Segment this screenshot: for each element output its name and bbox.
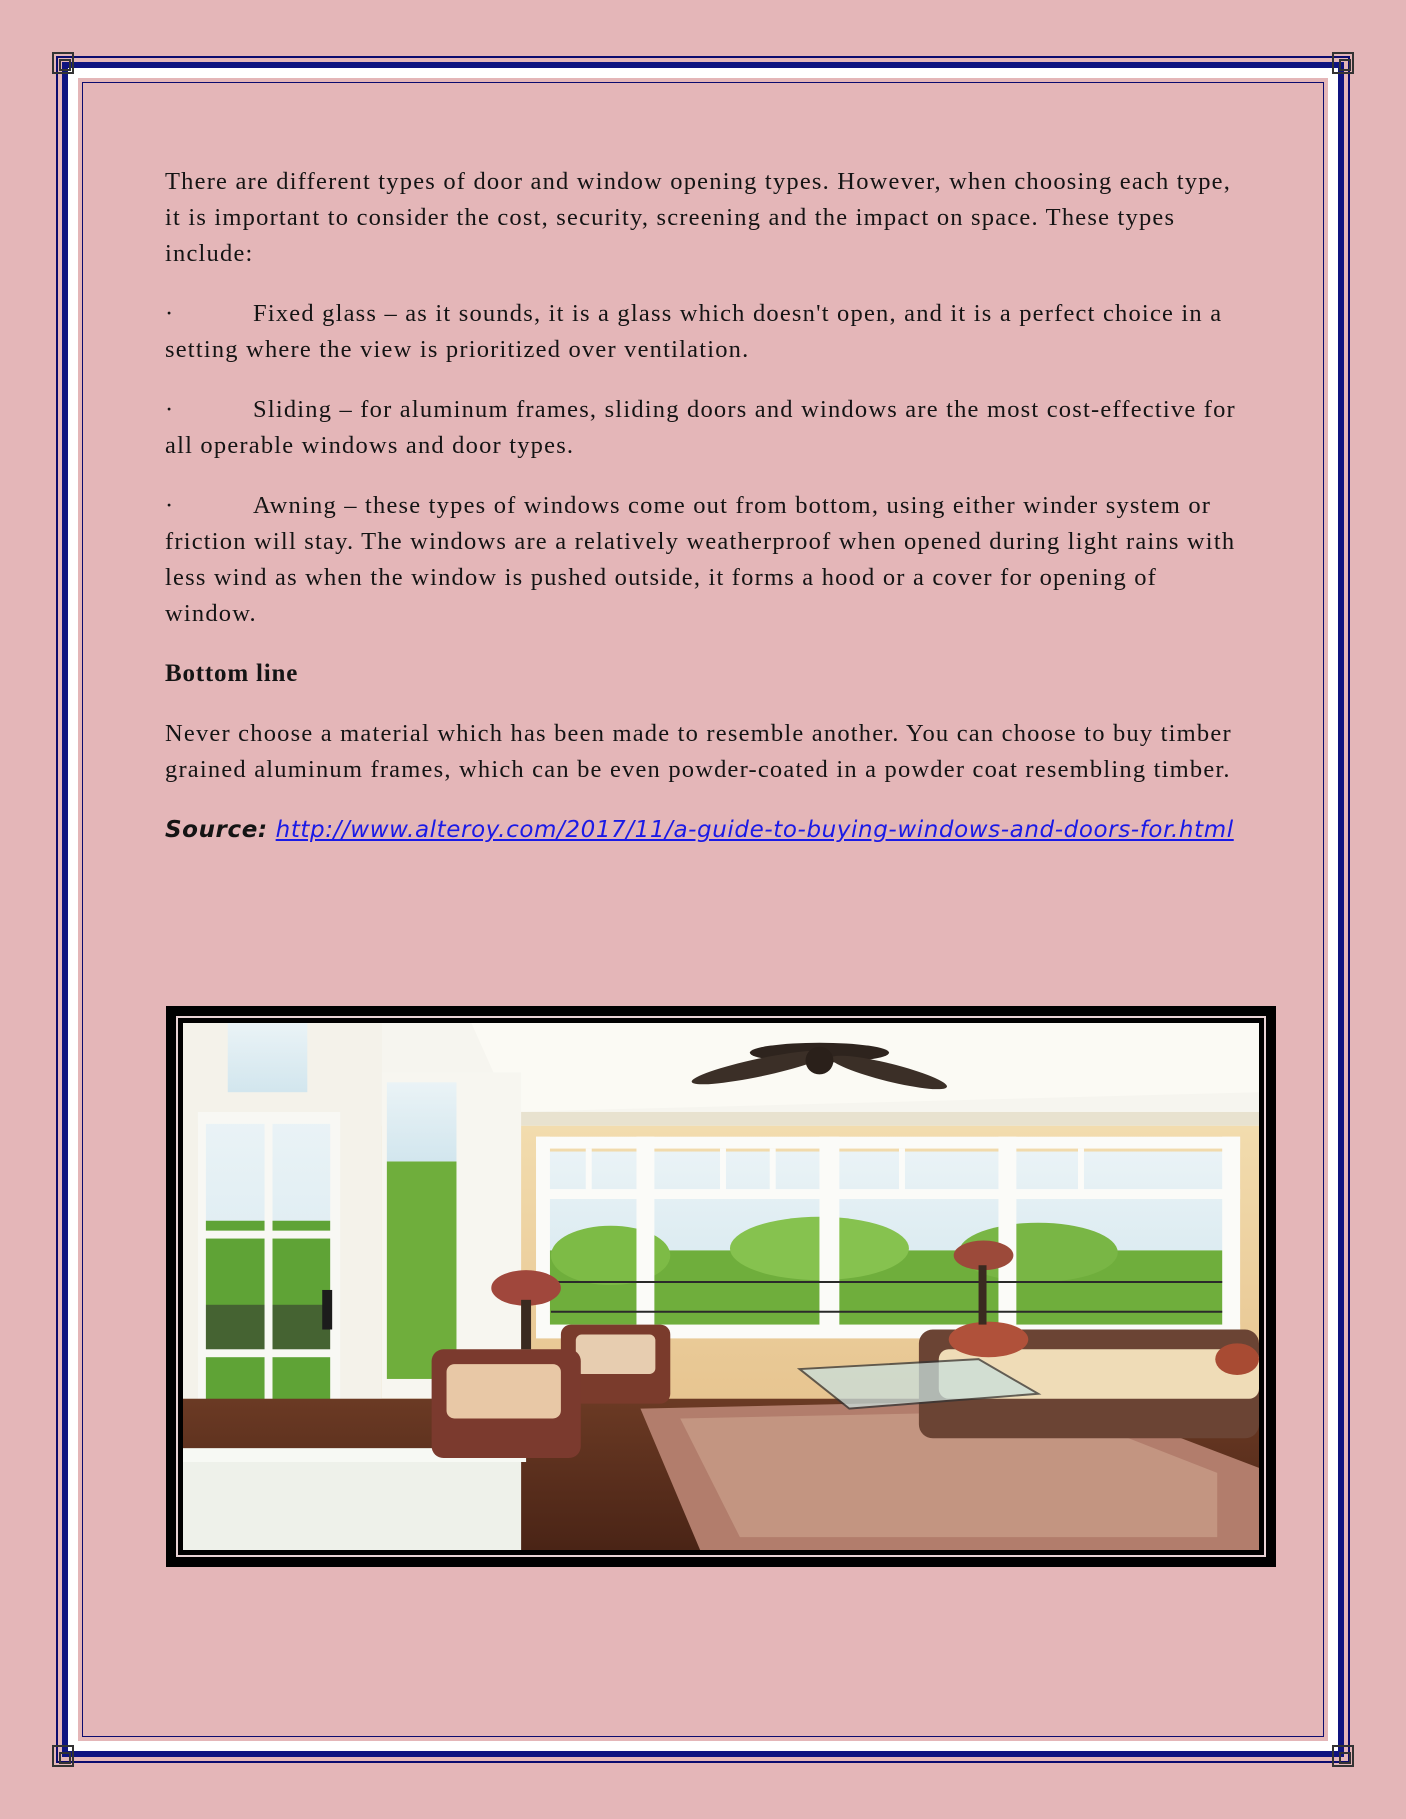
- sunroom-photo-frame: [166, 1006, 1276, 1567]
- bullet-text: Sliding – for aluminum frames, sliding doors and windows are the most cost-effective for all operable windows and door types.: [165, 396, 1236, 459]
- border-corner-ornament: [1332, 1745, 1354, 1767]
- bullet-marker: ·: [165, 396, 175, 423]
- photo-mat: [176, 1016, 1266, 1557]
- source-link[interactable]: http://www.alteroy.com/2017/11/a-guide-to-buying-windows-and-doors-for.html: [275, 817, 1234, 843]
- border-corner-ornament: [52, 52, 74, 74]
- border-corner-ornament: [1332, 52, 1354, 74]
- bullet-awning: [165, 488, 1245, 632]
- source-line: [165, 812, 1245, 849]
- bullet-text: Awning – these types of windows come out from bottom, using either winder system or friction will stay. The windows are a relatively weatherproof when opened during light rains with less wind as when the window is pushed outside, it forms a hood or a cover for opening of window.: [165, 492, 1236, 627]
- bottom-line-paragraph: Never choose a material which has been made to resemble another. You can choose to buy timber grained aluminum frames, which can be even powder-coated in a powder coat resembling timber.: [165, 720, 1232, 783]
- section-heading: Bottom line: [165, 660, 299, 687]
- bullet-marker: ·: [165, 492, 175, 519]
- bullet-sliding: [165, 392, 1245, 464]
- sunroom-photo: [183, 1023, 1259, 1550]
- intro-paragraph: There are different types of door and window opening types. However, when choosing each type, it is important to consider the cost, security, screening and the impact on space. These types include:: [165, 168, 1232, 267]
- source-label: Source:: [165, 817, 268, 843]
- bullet-fixed-glass: [165, 296, 1245, 368]
- border-corner-ornament: [52, 1745, 74, 1767]
- document-body: [165, 164, 1245, 849]
- bullet-marker: ·: [165, 300, 175, 327]
- bullet-text: Fixed glass – as it sounds, it is a glass which doesn't open, and it is a perfect choice in a setting where the view is prioritized over ventilation.: [165, 300, 1223, 363]
